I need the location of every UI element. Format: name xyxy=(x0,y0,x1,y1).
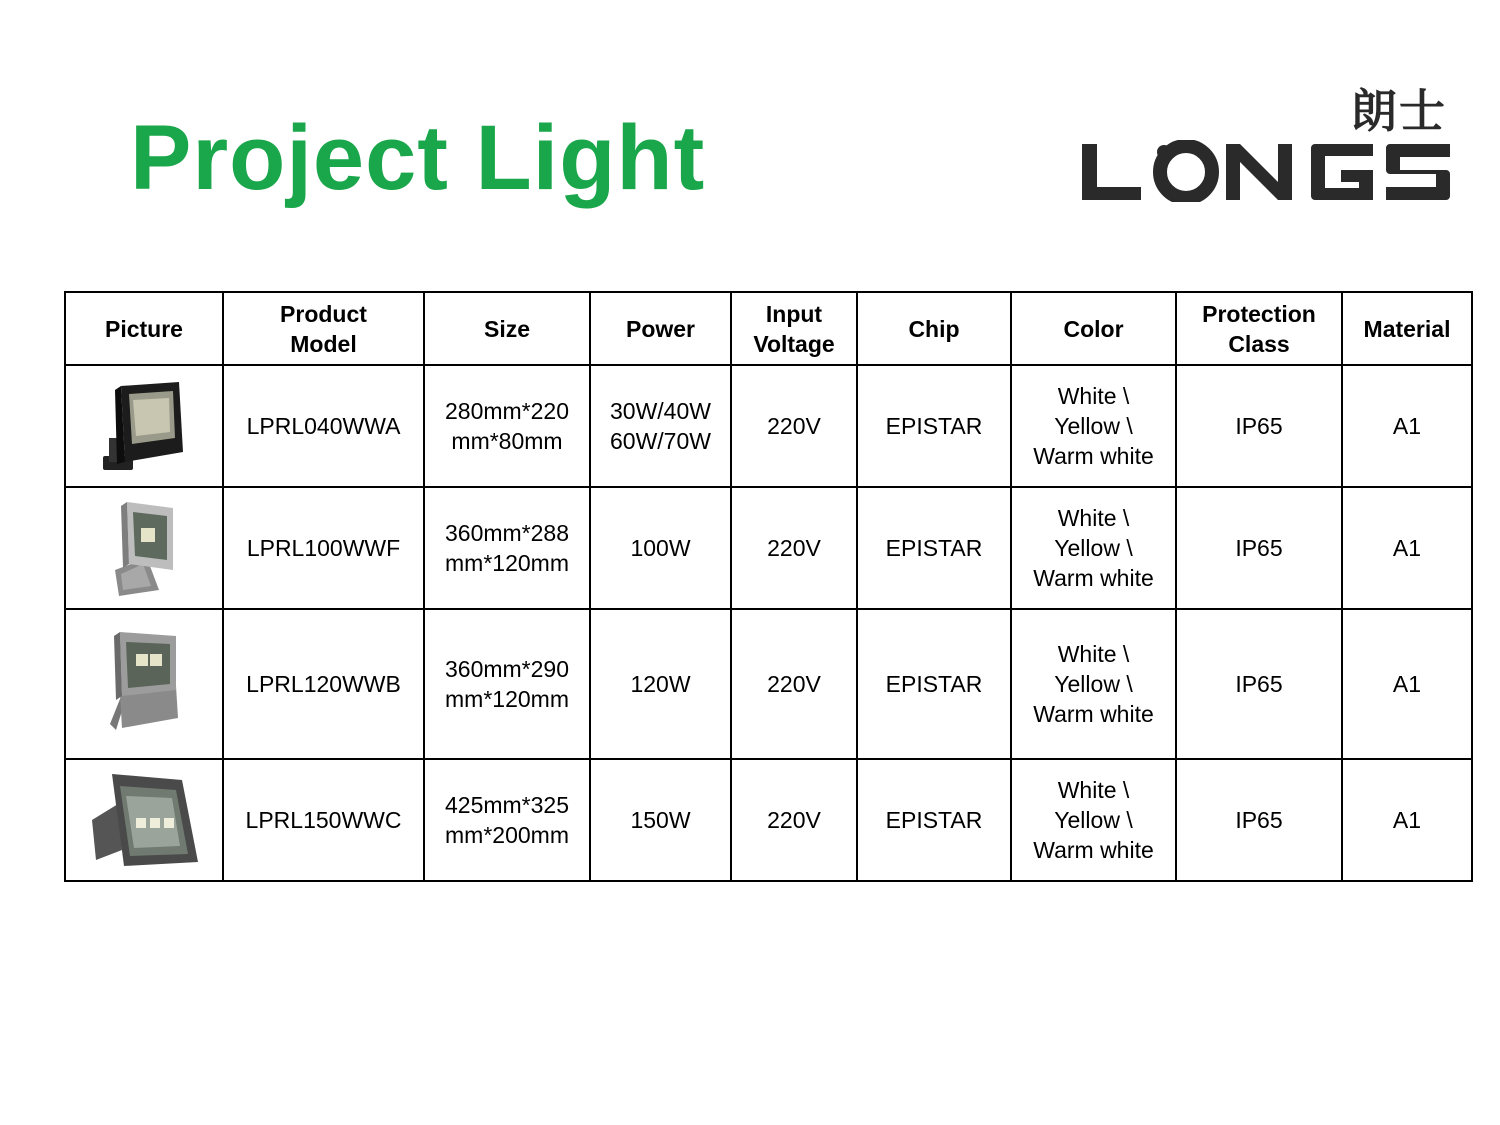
cell-material: A1 xyxy=(1342,759,1472,881)
logo-longs-wordmark xyxy=(1078,140,1453,202)
cell-size: 280mm*220 mm*80mm xyxy=(424,365,590,487)
table-row xyxy=(65,487,1472,609)
table-row xyxy=(65,609,1472,759)
floodlight-black-icon xyxy=(99,378,189,474)
table-header-row xyxy=(65,292,1472,365)
cell-material: A1 xyxy=(1342,365,1472,487)
table-row xyxy=(65,759,1472,881)
cell-power: 150W xyxy=(590,759,731,881)
cell-chip: EPISTAR xyxy=(857,759,1011,881)
cell-size: 360mm*288 mm*120mm xyxy=(424,487,590,609)
cell-color: White \ Yellow \ Warm white xyxy=(1011,365,1176,487)
cell-product-model: LPRL150WWC xyxy=(223,759,424,881)
logo-chinese-text: 朗士 xyxy=(1351,84,1447,138)
header-protection-class: Protection Class xyxy=(1176,292,1342,365)
header-size: Size xyxy=(424,292,590,365)
cell-protection-class: IP65 xyxy=(1176,759,1342,881)
cell-input-voltage: 220V xyxy=(731,365,857,487)
header-color: Color xyxy=(1011,292,1176,365)
header-material: Material xyxy=(1342,292,1472,365)
cell-picture xyxy=(65,609,223,759)
cell-chip: EPISTAR xyxy=(857,487,1011,609)
cell-protection-class: IP65 xyxy=(1176,609,1342,759)
cell-input-voltage: 220V xyxy=(731,487,857,609)
header-product-model: Product Model xyxy=(223,292,424,365)
header-power: Power xyxy=(590,292,731,365)
cell-product-model: LPRL120WWB xyxy=(223,609,424,759)
longs-logo xyxy=(1078,84,1453,203)
cell-protection-class: IP65 xyxy=(1176,365,1342,487)
cell-picture xyxy=(65,365,223,487)
cell-power: 30W/40W 60W/70W xyxy=(590,365,731,487)
table-row xyxy=(65,365,1472,487)
cell-power: 100W xyxy=(590,487,731,609)
cell-size: 425mm*325 mm*200mm xyxy=(424,759,590,881)
floodlight-dark-grey-icon xyxy=(88,770,200,870)
header-picture: Picture xyxy=(65,292,223,365)
page-title: Project Light xyxy=(130,107,706,209)
cell-picture xyxy=(65,487,223,609)
cell-color: White \ Yellow \ Warm white xyxy=(1011,609,1176,759)
floodlight-grey-icon xyxy=(104,628,184,740)
cell-color: White \ Yellow \ Warm white xyxy=(1011,487,1176,609)
cell-input-voltage: 220V xyxy=(731,609,857,759)
cell-chip: EPISTAR xyxy=(857,365,1011,487)
cell-product-model: LPRL040WWA xyxy=(223,365,424,487)
cell-color: White \ Yellow \ Warm white xyxy=(1011,759,1176,881)
cell-chip: EPISTAR xyxy=(857,609,1011,759)
product-spec-table xyxy=(64,291,1473,882)
cell-protection-class: IP65 xyxy=(1176,487,1342,609)
cell-product-model: LPRL100WWF xyxy=(223,487,424,609)
cell-size: 360mm*290 mm*120mm xyxy=(424,609,590,759)
cell-picture xyxy=(65,759,223,881)
cell-input-voltage: 220V xyxy=(731,759,857,881)
cell-material: A1 xyxy=(1342,487,1472,609)
cell-power: 120W xyxy=(590,609,731,759)
floodlight-silver-icon xyxy=(107,498,181,598)
header-chip: Chip xyxy=(857,292,1011,365)
header-input-voltage: Input Voltage xyxy=(731,292,857,365)
cell-material: A1 xyxy=(1342,609,1472,759)
